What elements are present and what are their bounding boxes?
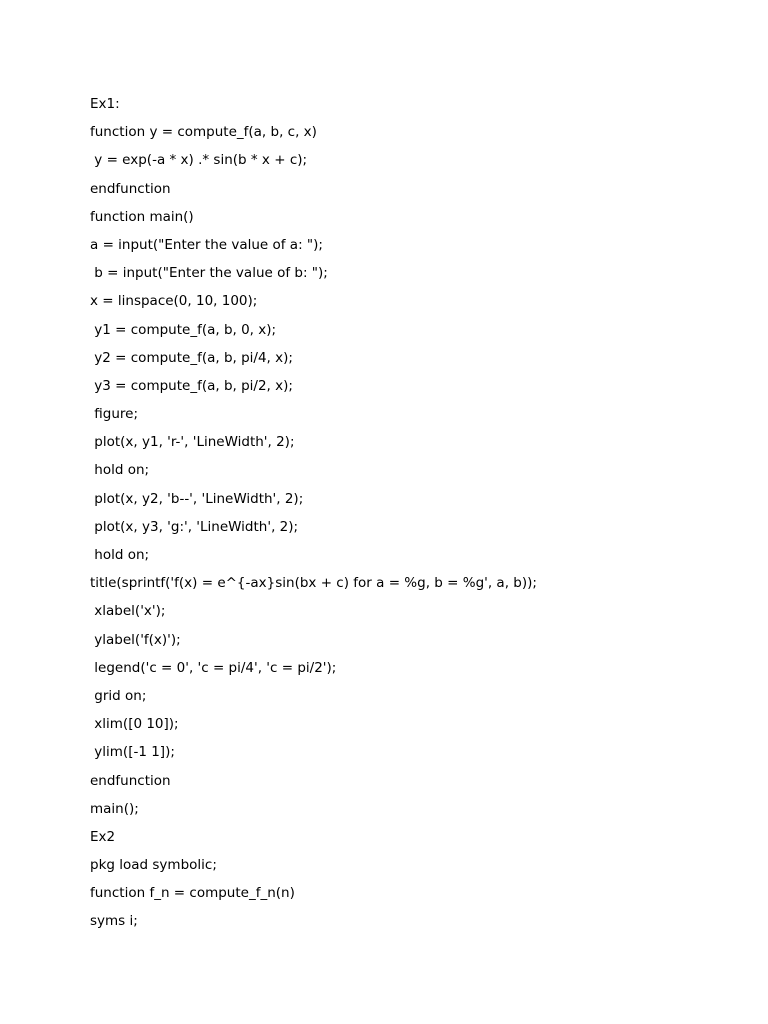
code-line: function y = compute_f(a, b, c, x) (90, 124, 317, 141)
code-line: function main() (90, 208, 194, 225)
code-line: plot(x, y1, 'r-', 'LineWidth', 2); (90, 434, 295, 451)
code-line: endfunction (90, 180, 171, 197)
code-line: main(); (90, 800, 139, 817)
code-line: function f_n = compute_f_n(n) (90, 885, 295, 902)
code-line: endfunction (90, 772, 171, 789)
code-line: xlim([0 10]); (90, 716, 179, 733)
code-line: y = exp(-a * x) .* sin(b * x + c); (90, 152, 308, 169)
code-line: syms i; (90, 913, 138, 930)
code-line: y3 = compute_f(a, b, pi/2, x); (90, 377, 293, 394)
code-line: y1 = compute_f(a, b, 0, x); (90, 321, 277, 338)
heading-ex1: Ex1: (90, 96, 120, 112)
code-line: title(sprintf('f(x) = e^{-ax}sin(bx + c) for a = %g, b = %g', a, b)); (90, 575, 537, 592)
document-page (90, 90, 730, 936)
code-line: plot(x, y3, 'g:', 'LineWidth', 2); (90, 518, 299, 535)
code-line: a = input("Enter the value of a: "); (90, 236, 323, 253)
code-line: grid on; (90, 687, 147, 704)
code-line: figure; (90, 406, 139, 423)
code-line: pkg load symbolic; (90, 857, 217, 874)
code-line: plot(x, y2, 'b--', 'LineWidth', 2); (90, 490, 304, 507)
code-line: ylabel('f(x)'); (90, 631, 181, 648)
heading-ex2: Ex2 (90, 828, 116, 845)
code-line: x = linspace(0, 10, 100); (90, 293, 258, 310)
code-line: b = input("Enter the value of b: "); (90, 265, 328, 282)
code-line: ylim([-1 1]); (90, 744, 175, 761)
code-line: legend('c = 0', 'c = pi/4', 'c = pi/2'); (90, 659, 337, 676)
code-line: hold on; (90, 547, 150, 563)
code-line: y2 = compute_f(a, b, pi/4, x); (90, 349, 293, 366)
code-line: xlabel('x'); (90, 603, 166, 620)
code-line: hold on; (90, 462, 150, 479)
